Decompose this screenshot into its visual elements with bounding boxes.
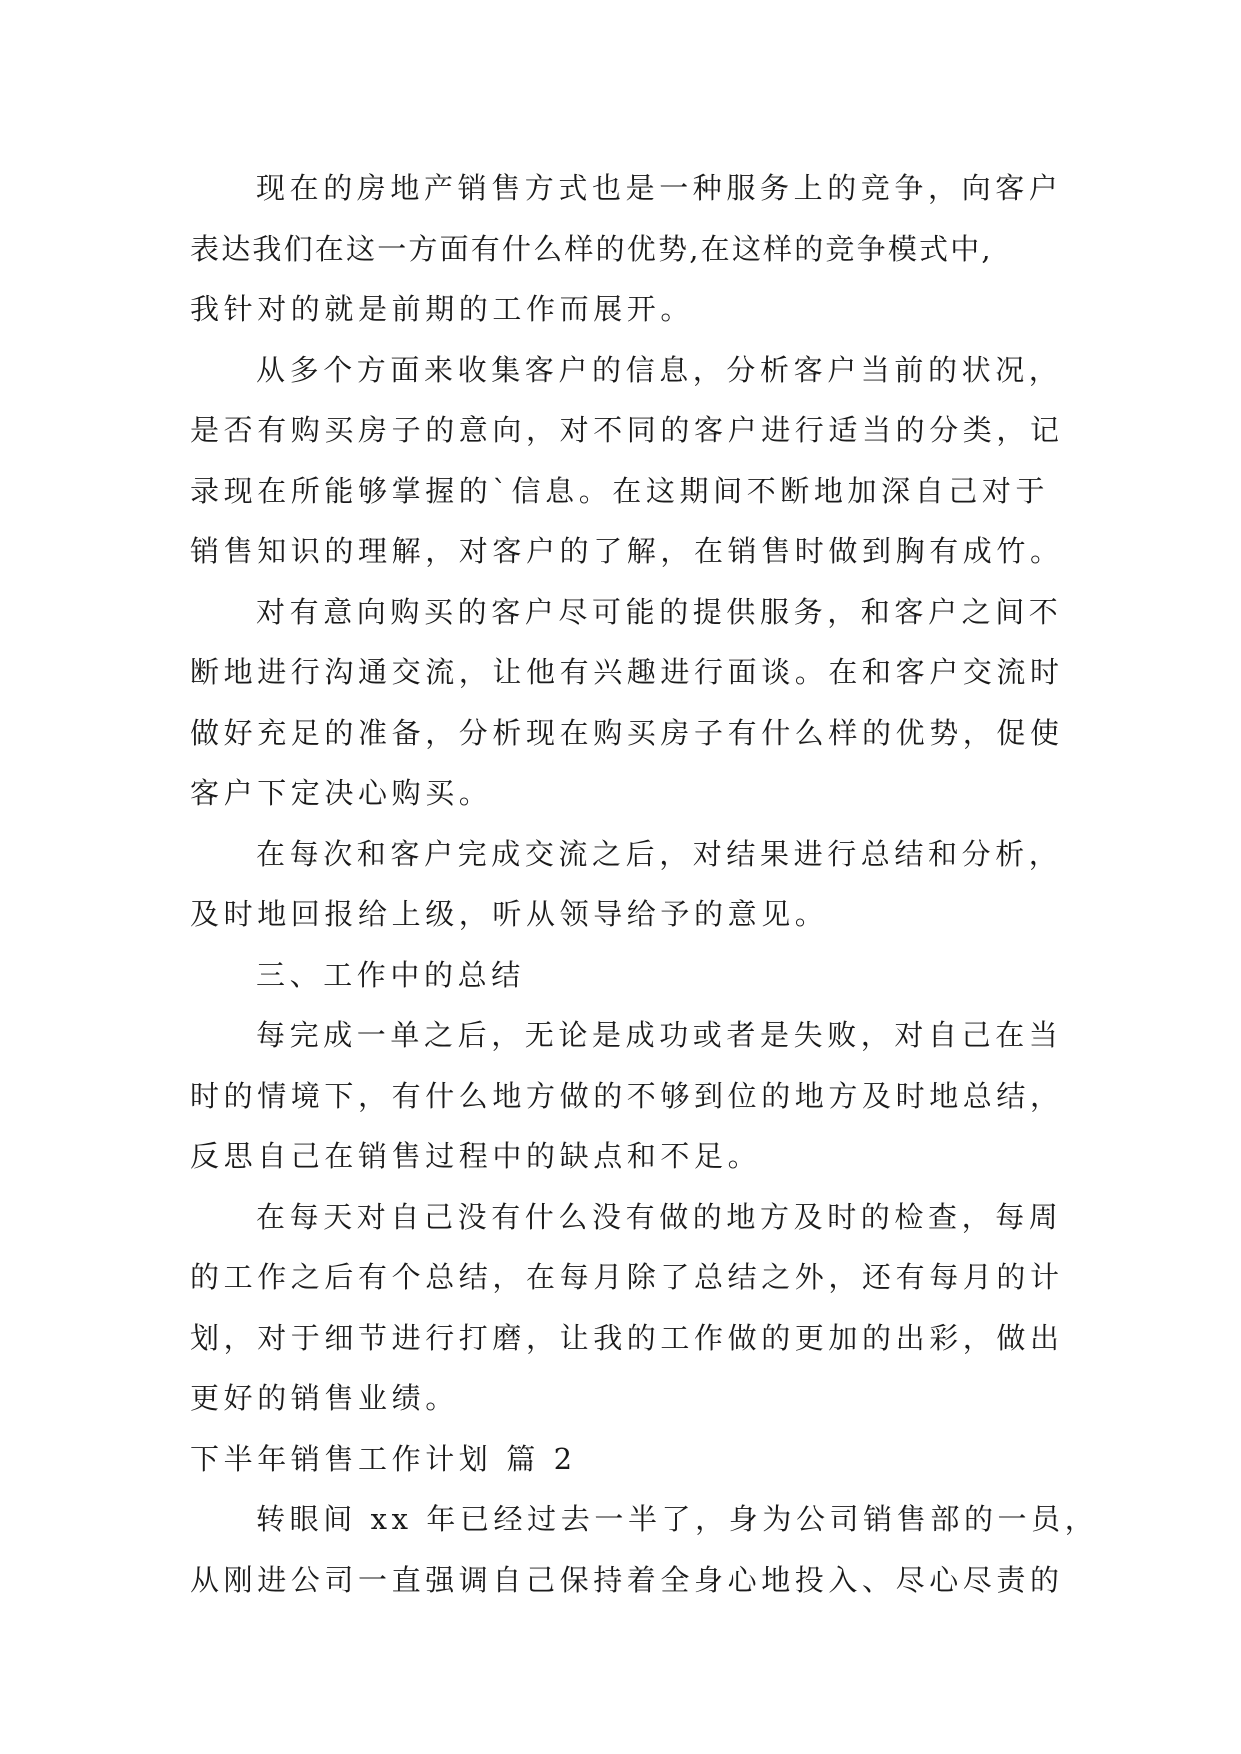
paragraph-line: 做好充足的准备，分析现在购买房子有什么样的优势，促使 [190,715,1064,750]
paragraph-line: 时的情境下，有什么地方做的不够到位的地方及时地总结， [190,1078,1064,1113]
paragraph-line: 客户下定决心购买。 [190,776,493,810]
paragraph-line: 的工作之后有个总结，在每月除了总结之外，还有每月的计 [190,1260,1064,1294]
paragraph-line: 反思自己在销售过程中的缺点和不足。 [190,1139,762,1173]
paragraph-line: 录现在所能够掌握的`信息。在这期间不断地加深自己对于 [190,473,1050,508]
document-body [190,158,1099,1610]
paragraph-line: 在每次和客户完成交流之后，对结果进行总结和分析， [256,836,1063,871]
paragraph-line: 从刚进公司一直强调自己保持着全身心地投入、尽心尽责的 [190,1562,1064,1597]
paragraph-line: 从多个方面来收集客户的信息，分析客户当前的状况， [256,352,1063,387]
paragraph-line: 断地进行沟通交流，让他有兴趣进行面谈。在和客户交流时 [190,655,1064,689]
paragraph-line: 是否有购买房子的意向，对不同的客户进行适当的分类，记 [190,413,1064,447]
section-heading: 三、工作中的总结 [256,957,525,992]
article-title: 下半年销售工作计划 篇 2 [190,1441,577,1476]
paragraph-line: 对有意向购买的客户尽可能的提供服务，和客户之间不 [256,594,1063,629]
paragraph-line: 及时地回报给上级，听从领导给予的意见。 [190,897,829,931]
paragraph-line: 更好的销售业绩。 [190,1381,459,1415]
paragraph-line: 在每天对自己没有什么没有做的地方及时的检查，每周 [256,1199,1063,1234]
paragraph-line: 表达我们在这一方面有什么样的优势,在这样的竞争模式中, [190,231,993,266]
paragraph-line: 每完成一单之后，无论是成功或者是失败，对自己在当 [256,1018,1063,1052]
paragraph-line: 我针对的就是前期的工作而展开。 [190,292,695,326]
paragraph-line: 转眼间 xx 年已经过去一半了，身为公司销售部的一员， [256,1502,1099,1536]
paragraph-line: 销售知识的理解，对客户的了解，在销售时做到胸有成竹。 [190,534,1064,568]
paragraph-line: 现在的房地产销售方式也是一种服务上的竞争，向客户 [256,171,1063,205]
paragraph-line: 划，对于细节进行打磨，让我的工作做的更加的出彩，做出 [190,1320,1064,1355]
